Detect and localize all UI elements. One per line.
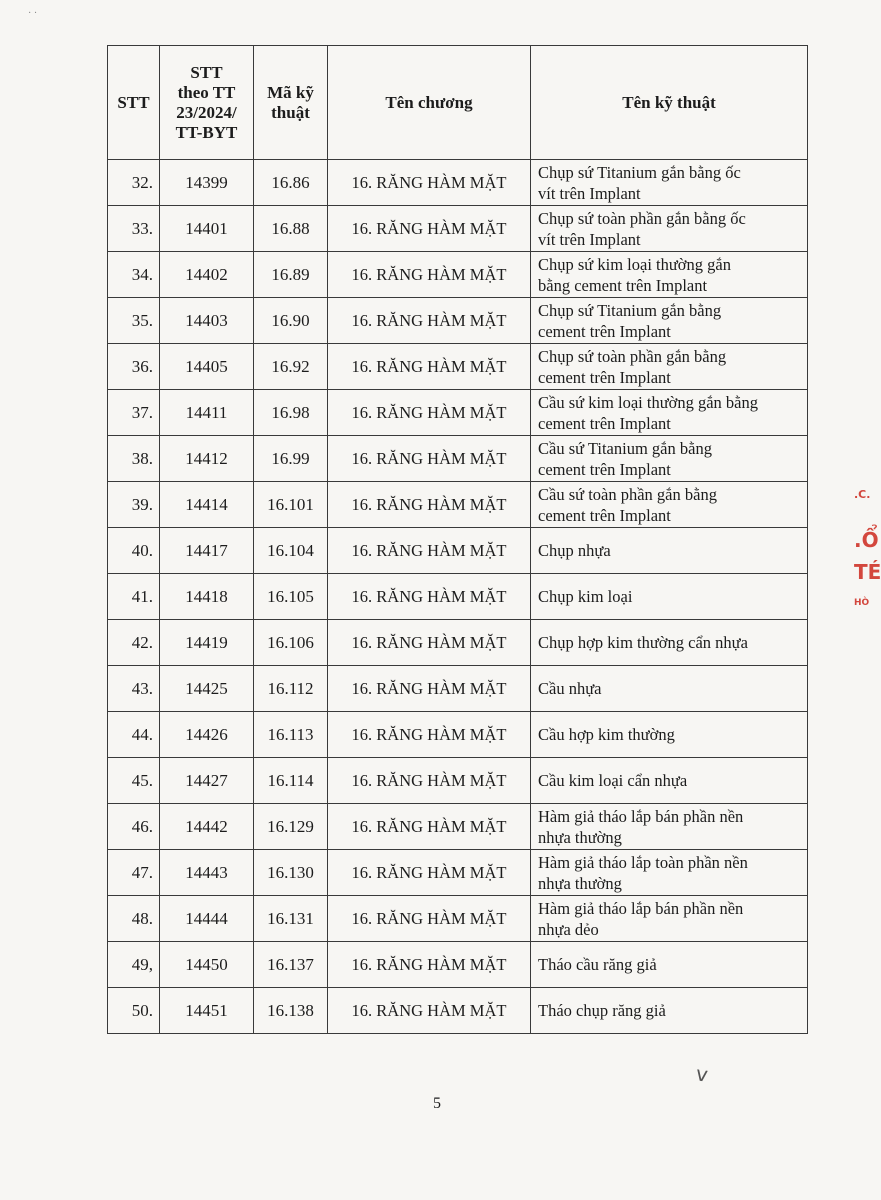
cell-stt-tt: 14414 [160,482,254,528]
cell-ten-chuong: 16. RĂNG HÀM MẶT [328,298,531,344]
ten-ky-thuat-line: nhựa dẻo [538,919,599,939]
cell-stt: 47. [108,850,160,896]
cell-ten-ky-thuat [531,896,808,942]
cell-ma-ky-thuat: 16.113 [254,712,328,758]
cell-stt-tt: 14402 [160,252,254,298]
cell-stt-tt: 14403 [160,298,254,344]
cell-ten-ky-thuat [531,390,808,436]
cell-stt: 40. [108,528,160,574]
ten-ky-thuat-line: Cầu kim loại cẩn nhựa [538,771,688,790]
cell-ten-ky-thuat [531,988,808,1034]
cell-ten-ky-thuat [531,620,808,666]
ten-ky-thuat-line: Chụp sứ toàn phần gắn bằng [538,346,727,366]
cell-ten-chuong: 16. RĂNG HÀM MẶT [328,252,531,298]
cell-stt-tt: 14411 [160,390,254,436]
cell-stt-tt: 14417 [160,528,254,574]
cell-ten-chuong: 16. RĂNG HÀM MẶT [328,804,531,850]
cell-ten-ky-thuat [531,574,808,620]
cell-ten-chuong: 16. RĂNG HÀM MẶT [328,344,531,390]
cell-stt: 45. [108,758,160,804]
table-row [108,206,808,252]
cell-ten-chuong: 16. RĂNG HÀM MẶT [328,620,531,666]
ten-ky-thuat-line: vít trên Implant [538,229,641,249]
ten-ky-thuat-line: nhựa thường [538,827,622,847]
stamp-text: TÉ [854,560,881,584]
stamp-text: HÒ [854,598,870,608]
ten-ky-thuat-line: cement trên Implant [538,367,671,387]
cell-ten-ky-thuat [531,482,808,528]
cell-stt: 33. [108,206,160,252]
cell-ma-ky-thuat: 16.99 [254,436,328,482]
ten-ky-thuat-line: cement trên Implant [538,321,671,341]
cell-ma-ky-thuat: 16.104 [254,528,328,574]
cell-ma-ky-thuat: 16.86 [254,160,328,206]
table-body [108,160,808,1034]
table-row [108,942,808,988]
cell-ten-ky-thuat [531,804,808,850]
cell-ten-chuong: 16. RĂNG HÀM MẶT [328,988,531,1034]
cell-stt: 42. [108,620,160,666]
table-row [108,436,808,482]
ten-ky-thuat-line: Chụp sứ Titanium gắn bằng [538,300,722,320]
table-row [108,850,808,896]
header-ten-chuong: Tên chương [328,46,531,160]
cell-stt: 44. [108,712,160,758]
cell-ma-ky-thuat: 16.98 [254,390,328,436]
cell-ten-chuong: 16. RĂNG HÀM MẶT [328,896,531,942]
cell-ten-ky-thuat [531,712,808,758]
cell-stt: 39. [108,482,160,528]
cell-ma-ky-thuat: 16.90 [254,298,328,344]
table-row [108,482,808,528]
cell-stt-tt: 14412 [160,436,254,482]
header-stt: STT [108,46,160,160]
ten-ky-thuat-line: Cầu sứ kim loại thường gắn bằng [538,392,759,412]
cell-ten-ky-thuat [531,206,808,252]
cell-ma-ky-thuat: 16.112 [254,666,328,712]
cell-stt-tt: 14418 [160,574,254,620]
cell-stt-tt: 14419 [160,620,254,666]
cell-ten-chuong: 16. RĂNG HÀM MẶT [328,482,531,528]
header-stt-tt-line: theo TT [177,82,236,102]
check-mark: v [694,1061,710,1087]
scan-specks: · · [28,8,38,19]
header-ma-line: Mã kỹ [267,82,314,102]
cell-stt: 34. [108,252,160,298]
cell-stt-tt: 14427 [160,758,254,804]
table-row [108,758,808,804]
cell-stt-tt: 14451 [160,988,254,1034]
cell-stt-tt: 14425 [160,666,254,712]
table-row [108,160,808,206]
header-stt-tt-line: TT-BYT [175,122,238,142]
table-row [108,298,808,344]
cell-ten-ky-thuat [531,942,808,988]
cell-ten-ky-thuat [531,298,808,344]
cell-stt-tt: 14442 [160,804,254,850]
table-row [108,620,808,666]
stamp-text: .C. [854,488,871,501]
cell-ma-ky-thuat: 16.131 [254,896,328,942]
cell-ten-chuong: 16. RĂNG HÀM MẶT [328,160,531,206]
cell-stt-tt: 14405 [160,344,254,390]
cell-ten-chuong: 16. RĂNG HÀM MẶT [328,436,531,482]
cell-ma-ky-thuat: 16.137 [254,942,328,988]
cell-stt: 35. [108,298,160,344]
cell-ma-ky-thuat: 16.114 [254,758,328,804]
header-ma-ky-thuat [254,46,328,160]
cell-ten-ky-thuat [531,758,808,804]
cell-stt: 41. [108,574,160,620]
ten-ky-thuat-line: Hàm giả tháo lắp bán phần nền [538,806,744,826]
table-row [108,666,808,712]
cell-ten-ky-thuat [531,666,808,712]
cell-stt-tt: 14399 [160,160,254,206]
cell-stt: 37. [108,390,160,436]
cell-ten-chuong: 16. RĂNG HÀM MẶT [328,206,531,252]
header-ten-ky-thuat: Tên kỹ thuật [531,46,808,160]
table-row [108,528,808,574]
cell-stt-tt: 14401 [160,206,254,252]
ten-ky-thuat-line: vít trên Implant [538,183,641,203]
header-stt-tt-line: STT [190,62,223,82]
ten-ky-thuat-line: Cầu sứ Titanium gắn bằng [538,438,712,458]
cell-ten-chuong: 16. RĂNG HÀM MẶT [328,758,531,804]
table-row [108,252,808,298]
table-row [108,804,808,850]
cell-stt-tt: 14443 [160,850,254,896]
cell-ma-ky-thuat: 16.106 [254,620,328,666]
ten-ky-thuat-line: Chụp sứ kim loại thường gắn [538,254,731,274]
cell-ten-chuong: 16. RĂNG HÀM MẶT [328,942,531,988]
cell-stt: 50. [108,988,160,1034]
cell-ten-chuong: 16. RĂNG HÀM MẶT [328,850,531,896]
ten-ky-thuat-line: cement trên Implant [538,505,671,525]
cell-ma-ky-thuat: 16.101 [254,482,328,528]
cell-stt-tt: 14444 [160,896,254,942]
cell-stt: 36. [108,344,160,390]
header-stt-tt [160,46,254,160]
cell-ten-chuong: 16. RĂNG HÀM MẶT [328,712,531,758]
cell-ma-ky-thuat: 16.138 [254,988,328,1034]
ten-ky-thuat-line: bằng cement trên Implant [538,275,708,295]
cell-ten-ky-thuat [531,850,808,896]
table-header-row [108,46,808,160]
ten-ky-thuat-line: Chụp kim loại [538,587,633,606]
cell-ten-ky-thuat [531,528,808,574]
cell-stt: 43. [108,666,160,712]
ten-ky-thuat-line: Cầu nhựa [538,679,602,698]
ten-ky-thuat-line: Chụp sứ Titanium gắn bằng ốc [538,162,741,182]
cell-ten-ky-thuat [531,436,808,482]
table-row [108,712,808,758]
cell-ma-ky-thuat: 16.105 [254,574,328,620]
cell-ma-ky-thuat: 16.129 [254,804,328,850]
ten-ky-thuat-line: Chụp nhựa [538,541,611,560]
cell-stt: 46. [108,804,160,850]
ten-ky-thuat-line: Hàm giả tháo lắp bán phần nền [538,898,744,918]
cell-ten-ky-thuat [531,252,808,298]
cell-ma-ky-thuat: 16.89 [254,252,328,298]
cell-stt: 38. [108,436,160,482]
red-stamp-fragment [850,470,880,650]
cell-ten-chuong: 16. RĂNG HÀM MẶT [328,528,531,574]
ten-ky-thuat-line: Cầu sứ toàn phần gắn bằng [538,484,717,504]
cell-ten-chuong: 16. RĂNG HÀM MẶT [328,390,531,436]
cell-ten-ky-thuat [531,344,808,390]
procedure-table [107,45,808,1034]
table-row [108,988,808,1034]
ten-ky-thuat-line: Tháo cầu răng giả [538,955,657,974]
cell-ma-ky-thuat: 16.92 [254,344,328,390]
cell-stt-tt: 14450 [160,942,254,988]
ten-ky-thuat-line: cement trên Implant [538,413,671,433]
cell-ten-chuong: 16. RĂNG HÀM MẶT [328,666,531,712]
cell-ma-ky-thuat: 16.88 [254,206,328,252]
stamp-text: .Ổ [854,528,879,552]
page-number: 5 [433,1095,441,1112]
ten-ky-thuat-line: Cầu hợp kim thường [538,725,675,744]
ten-ky-thuat-line: nhựa thường [538,873,622,893]
header-stt-tt-line: 23/2024/ [176,102,237,122]
ten-ky-thuat-line: Hàm giả tháo lắp toàn phần nền [538,852,748,872]
cell-ten-chuong: 16. RĂNG HÀM MẶT [328,574,531,620]
cell-ma-ky-thuat: 16.130 [254,850,328,896]
table-row [108,344,808,390]
cell-stt: 48. [108,896,160,942]
table-row [108,896,808,942]
table-row [108,390,808,436]
ten-ky-thuat-line: Chụp sứ toàn phần gắn bằng ốc [538,208,746,228]
header-ma-line: thuật [271,102,310,122]
ten-ky-thuat-line: Tháo chụp răng giả [538,1001,666,1020]
cell-stt-tt: 14426 [160,712,254,758]
cell-stt: 32. [108,160,160,206]
cell-ten-ky-thuat [531,160,808,206]
ten-ky-thuat-line: Chụp hợp kim thường cẩn nhựa [538,633,748,652]
ten-ky-thuat-line: cement trên Implant [538,459,671,479]
cell-stt: 49, [108,942,160,988]
table-row [108,574,808,620]
